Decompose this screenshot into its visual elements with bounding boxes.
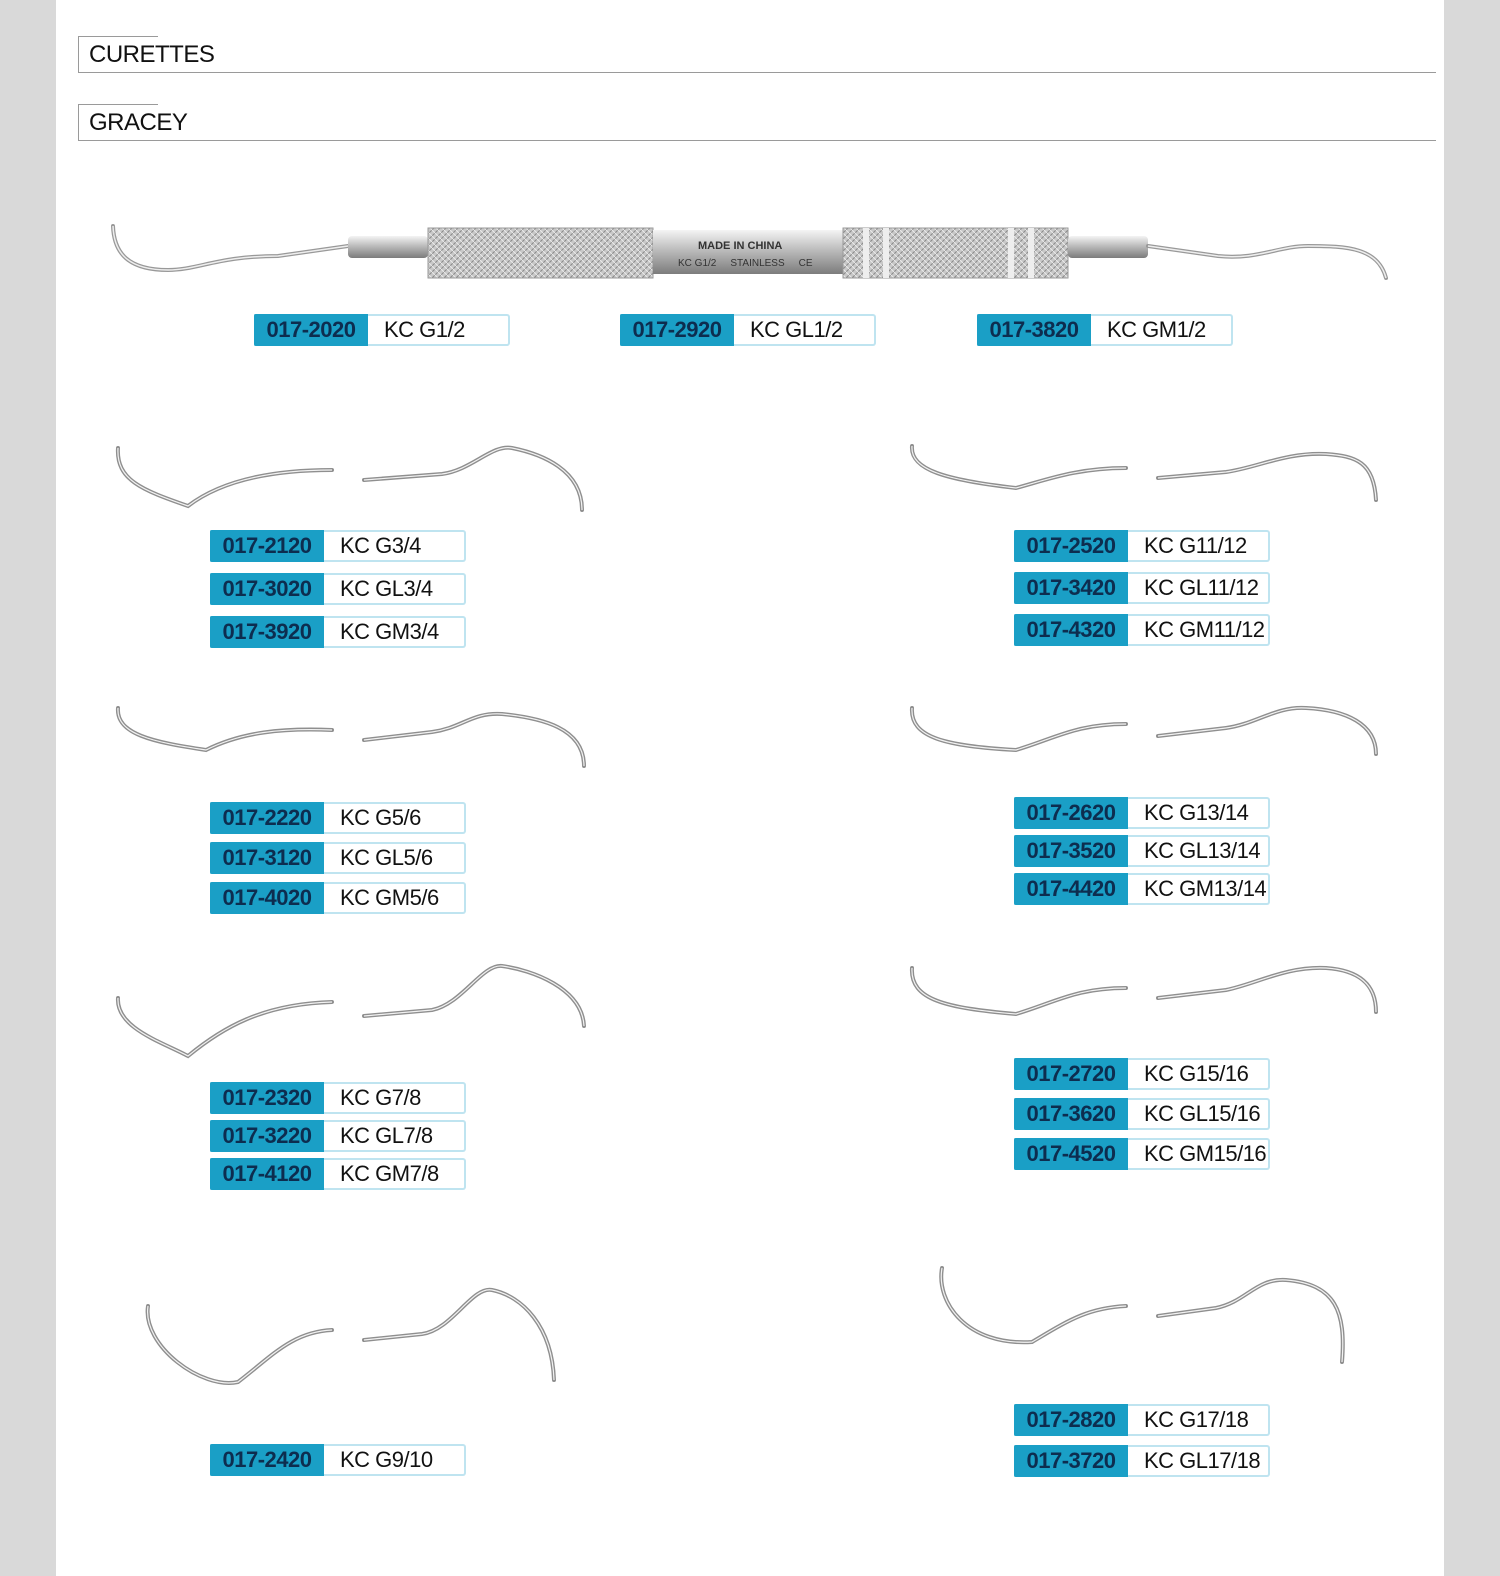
model-name: KC GM11/12 xyxy=(1144,617,1265,642)
handle-imprint-line2 xyxy=(678,258,813,269)
handle-imprint-model: KC G1/2 xyxy=(678,258,717,269)
catalog-number: 017-4020 xyxy=(210,882,324,914)
code-row xyxy=(1014,873,1270,905)
code-group-g1-2-b xyxy=(620,314,876,346)
code-row xyxy=(210,882,466,914)
model-name: KC G9/10 xyxy=(340,1447,433,1472)
code-row xyxy=(1014,835,1270,867)
code-group-g1-2-a xyxy=(254,314,510,346)
code-row xyxy=(1014,1058,1270,1090)
model-name: KC GL15/16 xyxy=(1144,1101,1261,1126)
handle-imprint-material: STAINLESS xyxy=(730,258,785,269)
catalog-number: 017-3520 xyxy=(1014,835,1128,867)
code-row xyxy=(210,1158,466,1190)
instrument-image-g7-8 xyxy=(112,958,592,1068)
catalog-number: 017-4320 xyxy=(1014,614,1128,646)
code-group-g9-10 xyxy=(210,1444,466,1476)
code-row xyxy=(620,314,876,346)
code-row xyxy=(210,616,466,648)
code-row xyxy=(1014,797,1270,829)
catalog-number: 017-3120 xyxy=(210,842,324,874)
model-name: KC GM13/14 xyxy=(1144,876,1267,901)
code-group-g1-2-c xyxy=(977,314,1233,346)
code-group-g11-12 xyxy=(1014,530,1270,646)
instrument-image-g1-2 xyxy=(108,218,1398,308)
code-row xyxy=(210,1120,466,1152)
model-name: KC GM5/6 xyxy=(340,885,439,910)
model-name: KC GM7/8 xyxy=(340,1161,439,1186)
code-row xyxy=(1014,1445,1270,1477)
code-group-g13-14 xyxy=(1014,797,1270,905)
catalog-number: 017-2720 xyxy=(1014,1058,1128,1090)
catalog-number: 017-2220 xyxy=(210,802,324,834)
catalog-number: 017-2620 xyxy=(1014,797,1128,829)
code-row xyxy=(210,802,466,834)
model-name: KC G15/16 xyxy=(1144,1061,1249,1086)
code-row xyxy=(210,530,466,562)
instrument-image-g15-16 xyxy=(906,962,1386,1042)
code-group-g17-18 xyxy=(1014,1404,1270,1477)
model-name: KC GL17/18 xyxy=(1144,1448,1261,1473)
catalog-number: 017-2520 xyxy=(1014,530,1128,562)
instrument-image-g11-12 xyxy=(906,440,1386,520)
instrument-image-g3-4 xyxy=(112,440,592,530)
code-row xyxy=(1014,1098,1270,1130)
catalog-number: 017-3220 xyxy=(210,1120,324,1152)
section-header-curettes xyxy=(78,36,1436,73)
code-group-g15-16 xyxy=(1014,1058,1270,1170)
catalog-number: 017-2120 xyxy=(210,530,324,562)
model-name: KC GL7/8 xyxy=(340,1123,433,1148)
model-name: KC GL5/6 xyxy=(340,845,433,870)
model-name: KC GL3/4 xyxy=(340,576,433,601)
code-row xyxy=(1014,1404,1270,1436)
model-name: KC G17/18 xyxy=(1144,1407,1249,1432)
model-name: KC GL1/2 xyxy=(750,317,843,342)
model-name: KC G11/12 xyxy=(1144,533,1247,558)
instrument-image-g5-6 xyxy=(112,702,592,782)
catalog-number: 017-3420 xyxy=(1014,572,1128,604)
code-row xyxy=(1014,572,1270,604)
section-title-gracey: GRACEY xyxy=(89,109,188,136)
model-name: KC GM15/16 xyxy=(1144,1141,1267,1166)
code-row xyxy=(254,314,510,346)
code-group-g7-8 xyxy=(210,1082,466,1190)
model-name: KC GL11/12 xyxy=(1144,575,1259,600)
code-row xyxy=(210,842,466,874)
model-name: KC GL13/14 xyxy=(1144,838,1261,863)
catalog-number: 017-2420 xyxy=(210,1444,324,1476)
model-name: KC G5/6 xyxy=(340,805,421,830)
code-group-g5-6 xyxy=(210,802,466,914)
model-name: KC GM1/2 xyxy=(1107,317,1206,342)
ce-mark: CE xyxy=(798,258,813,269)
catalog-number: 017-4120 xyxy=(210,1158,324,1190)
model-name: KC G3/4 xyxy=(340,533,421,558)
catalog-number: 017-2920 xyxy=(620,314,734,346)
model-name: KC G7/8 xyxy=(340,1085,421,1110)
code-row xyxy=(1014,530,1270,562)
catalog-number: 017-3820 xyxy=(977,314,1091,346)
catalog-number: 017-3920 xyxy=(210,616,324,648)
instrument-image-g13-14 xyxy=(906,702,1386,782)
model-name: KC G1/2 xyxy=(384,317,465,342)
section-title-curettes: CURETTES xyxy=(89,41,215,68)
instrument-image-g17-18 xyxy=(936,1262,1366,1382)
catalog-number: 017-2820 xyxy=(1014,1404,1128,1436)
catalog-number: 017-2020 xyxy=(254,314,368,346)
model-name: KC G13/14 xyxy=(1144,800,1249,825)
handle-imprint-line1: MADE IN CHINA xyxy=(698,240,783,252)
instrument-image-g9-10 xyxy=(142,1286,572,1406)
code-row xyxy=(210,573,466,605)
catalog-number: 017-3020 xyxy=(210,573,324,605)
catalog-number: 017-4520 xyxy=(1014,1138,1128,1170)
code-row xyxy=(210,1444,466,1476)
code-row xyxy=(1014,614,1270,646)
catalog-page xyxy=(56,0,1444,1576)
model-name: KC GM3/4 xyxy=(340,619,439,644)
code-group-g3-4 xyxy=(210,530,466,648)
catalog-number: 017-3620 xyxy=(1014,1098,1128,1130)
code-row xyxy=(977,314,1233,346)
catalog-number: 017-3720 xyxy=(1014,1445,1128,1477)
catalog-number: 017-2320 xyxy=(210,1082,324,1114)
code-row xyxy=(1014,1138,1270,1170)
section-header-gracey xyxy=(78,104,1436,141)
catalog-number: 017-4420 xyxy=(1014,873,1128,905)
code-row xyxy=(210,1082,466,1114)
